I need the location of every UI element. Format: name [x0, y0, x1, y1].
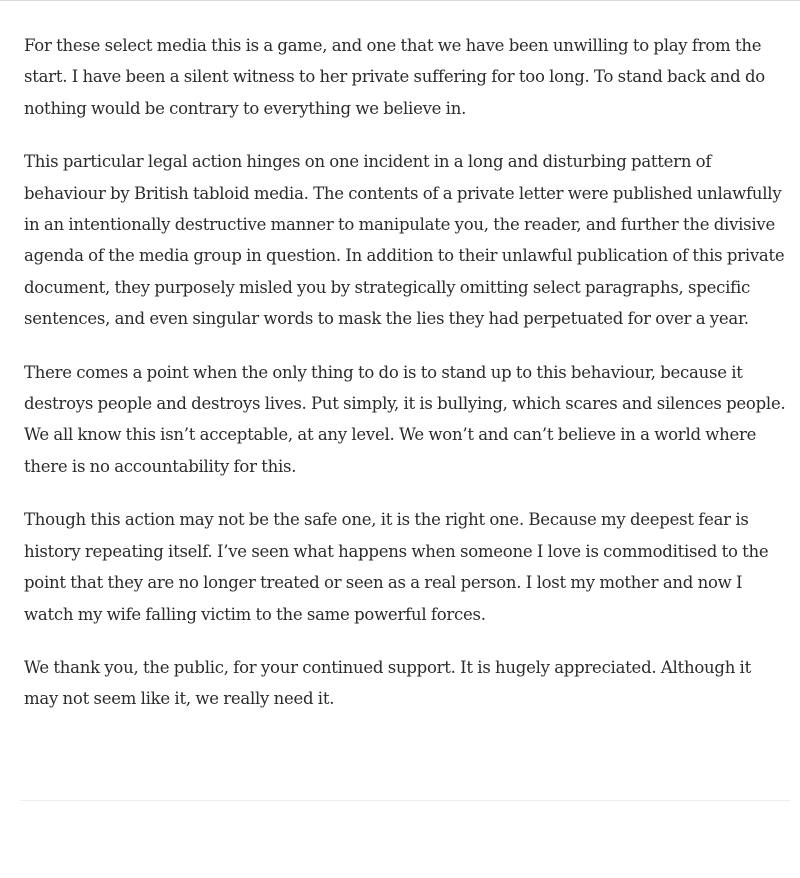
- paragraph-2: This particular legal action hinges on one incident in a long and disturbing pattern of behaviour by British tabloid media. The contents of a private letter were published unlawfully in an intentionally destructive manner to manipulate you, the reader, and further the divisive agenda of the media group in question. In addition to their unlawful publication of this private document, they purposely misled you by strategically omitting select paragraphs, specific sentences, and even singular words to mask the lies they had perpetuated for over a year.: [24, 152, 785, 329]
- bottom-divider: [20, 800, 790, 801]
- paragraph-5: We thank you, the public, for your continued support. It is hugely appreciated. Although it may not seem like it, we really need it.: [24, 657, 751, 709]
- top-divider: [0, 0, 800, 1]
- statement-article: [24, 30, 786, 737]
- paragraph-4: Though this action may not be the safe one, it is the right one. Because my deepest fear is history repeating itself. I’ve seen what happens when someone I love is commoditised to the point that they are no longer treated or seen as a real person. I lost my mother and now I watch my wife falling victim to the same powerful forces.: [24, 510, 769, 624]
- paragraph-3: There comes a point when the only thing to do is to stand up to this behaviour, because it destroys people and destroys lives. Put simply, it is bullying, which scares and silences people. We all know this isn’t acceptable, at any level. We won’t and can’t believe in a world where there is no accountability for this.: [24, 362, 786, 476]
- paragraph-1: For these select media this is a game, and one that we have been unwilling to play from the start. I have been a silent witness to her private suffering for too long. To stand back and do nothing would be contrary to everything we believe in.: [24, 36, 765, 118]
